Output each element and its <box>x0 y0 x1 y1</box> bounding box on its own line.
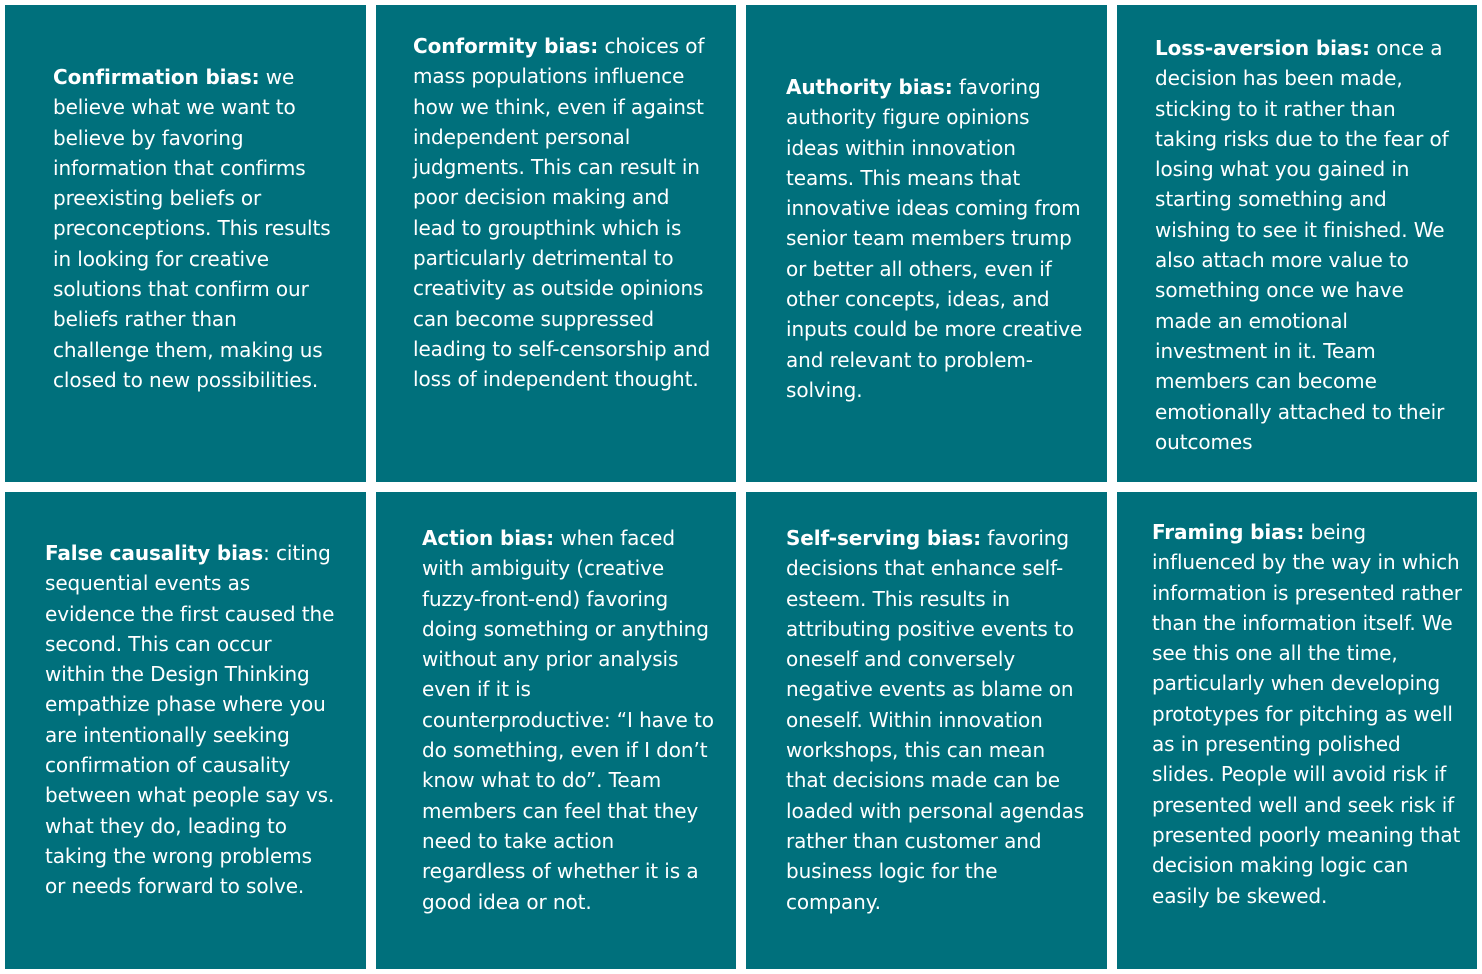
loss-aversion-bias-tile <box>1117 5 1477 482</box>
bias-description: when faced with ambiguity (creative fuzzy-front-end) favoring doing something or anything without any prior analysis even if it is counterproductive: “I have to do something, even if I don’t know what to do”. Team members can feel that they need to take action regardless of whether it is a good idea or not. <box>422 526 714 914</box>
bias-term: Framing bias: <box>1152 520 1305 544</box>
bias-term: False causality bias <box>45 541 264 565</box>
conformity-bias-tile <box>376 5 736 482</box>
false-causality-bias-tile <box>5 492 366 969</box>
self-serving-bias-tile <box>746 492 1107 969</box>
bias-description: choices of mass populations influence how we think, even if against independent personal judgments. This can result in poor decision making and lead to groupthink which is particularly detrimental to creativity as outside opinions can become suppressed leading to self-censorship and loss of independent thought. <box>413 34 711 392</box>
bias-description: favoring decisions that enhance self-esteem. This results in attributing positive events to oneself and conversely negative events as blame on oneself. Within innovation workshops, this can mean that decisions made can be loaded with personal agendas rather than customer and business logic for the company. <box>786 526 1085 914</box>
bias-term: Self-serving bias: <box>786 526 981 550</box>
framing-bias-tile <box>1117 492 1477 969</box>
bias-description: being influenced by the way in which information is presented rather than the information itself. We see this one all the time, particularly when developing prototypes for pitching as well as in presenting polished slides. People will avoid risk if presented well and seek risk if presented poorly meaning that decision making logic can easily be skewed. <box>1152 520 1462 908</box>
bias-term: Action bias: <box>422 526 555 550</box>
bias-description: : citing sequential events as evidence the first caused the second. This can occur within the Design Thinking empathize phase where you are intentionally seeking confirmation of causality between what people say vs. what they do, leading to taking the wrong problems or needs forward to solve. <box>45 541 335 899</box>
tile-text <box>53 62 338 395</box>
bias-term: Loss-aversion bias: <box>1155 36 1370 60</box>
tile-text <box>786 72 1086 405</box>
tile-text <box>1152 517 1467 911</box>
authority-bias-tile <box>746 5 1107 482</box>
tile-text <box>45 538 335 902</box>
tile-text <box>413 31 713 395</box>
tile-text <box>422 523 717 917</box>
bias-description: once a decision has been made, sticking to it rather than taking risks due to the fear of losing what you gained in starting something and wishing to see it finished. We also attach more value to something once we have made an emotional investment in it. Team members can become emotionally attached to their outcomes <box>1155 36 1449 454</box>
bias-term: Authority bias: <box>786 75 953 99</box>
bias-term: Conformity bias: <box>413 34 599 58</box>
tile-text <box>1155 33 1455 457</box>
tile-text <box>786 523 1086 917</box>
bias-term: Confirmation bias: <box>53 65 260 89</box>
bias-description: we believe what we want to believe by favoring information that confirms preexisting beliefs or preconceptions. This results in looking for creative solutions that confirm our beliefs rather than challenge them, making us closed to new possibilities. <box>53 65 331 392</box>
bias-description: favoring authority figure opinions ideas within innovation teams. This means that innovative ideas coming from senior team members trump or better all others, even if other concepts, ideas, and inputs could be more creative and relevant to problem-solving. <box>786 75 1083 402</box>
action-bias-tile <box>376 492 736 969</box>
confirmation-bias-tile <box>5 5 366 482</box>
